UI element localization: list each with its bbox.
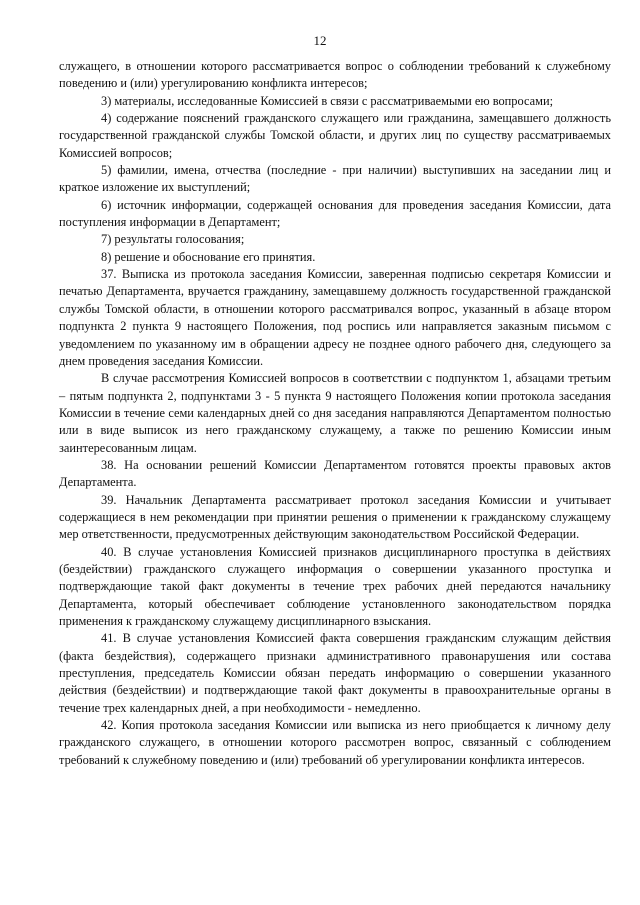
paragraph-38: 38. На основании решений Комиссии Департаментом готовятся проекты правовых актов Департамента. [59,457,611,490]
paragraph-item-3: 3) материалы, исследованные Комиссией в связи с рассматриваемыми ею вопросами; [101,93,554,108]
paragraph-37-second: В случае рассмотрения Комиссией вопросов в соответствии с подпунктом 1, абзацами третьим – пятым подпункта 2, подпунктами 3 - 5 пункта 9 настоящего Положения копии протокола заседания Комиссии в течение семи календарных дней со дня заседания направляются Департаментом полностью или в виде выписок из него гражданскому служащему, а также по решению Комиссии иным заинтересованным лицам. [59,371,611,455]
document-body [59,58,611,769]
paragraph-42: 42. Копия протокола заседания Комиссии или выписка из него приобщается к личному делу гражданского служащего, в отношении которого рассмотрен вопрос, связанный с соблюдением требований к служебному поведению и (или) требований об урегулировании конфликта интересов. [59,718,611,767]
page-number: 12 [313,33,327,48]
paragraph-39: 39. Начальник Департамента рассматривает протокол заседания Комиссии и учитывает содержащиеся в нем рекомендации при принятии решения о применении к гражданскому служащему мер ответственности, предусмотренных действующим законодательством Российской Федерации. [59,492,611,542]
paragraph-41: 41. В случае установления Комиссией факта совершения гражданским служащим действия (факта бездействия), содержащего признаки административного правонарушения или состава преступления, председатель Комиссии обязан передать информацию о совершении указанного действия (бездействии) и подтверждающие такой факт документы в правоохранительные органы в течение трех календарных дней, а при необходимости - немедленно. [59,631,611,715]
paragraph-continuation: служащего, в отношении которого рассматривается вопрос о соблюдении требований к служебному поведению и (или) урегулированию конфликта интересов; [59,59,611,91]
paragraph-item-7: 7) результаты голосования; [101,232,245,247]
paragraph-item-4: 4) содержание пояснений гражданского служащего или гражданина, замещавшего должность государственной гражданской службы Томской области, и других лиц по существу рассматриваемых Комиссией вопросов; [59,111,611,160]
paragraph-37: 37. Выписка из протокола заседания Комиссии, заверенная подписью секретаря Комиссии и печатью Департамента, вручается гражданину, замещавшему должность государственной гражданской службы Томской области, в отношении которого рассматривался вопрос, указанный в абзаце втором подпункта 2 пункта 9 настоящего Положения, под роспись или направляется заказным письмом с уведомлением по указанному им в обращении адресу не позднее одного рабочего дня, следующего за днем проведения заседания Комиссии. [59,267,611,368]
paragraph-item-8: 8) решение и обоснование его принятия. [101,249,316,264]
paragraph-item-6: 6) источник информации, содержащей основания для проведения заседания Комиссии, дата поступления информации в Департамент; [59,197,611,230]
paragraph-item-5: 5) фамилии, имена, отчества (последние - при наличии) выступивших на заседании лиц и краткое изложение их выступлений; [59,163,611,195]
paragraph-40: 40. В случае установления Комиссией признаков дисциплинарного проступка в действиях (бездействии) гражданского служащего информация о совершении указанного проступка и подтверждающие такой факт документы в течение трех рабочих дней передаются начальнику Департамента, который обеспечивает соблюдение установленного законодательством порядка применения к гражданскому служащему дисциплинарного взыскания. [59,544,611,628]
